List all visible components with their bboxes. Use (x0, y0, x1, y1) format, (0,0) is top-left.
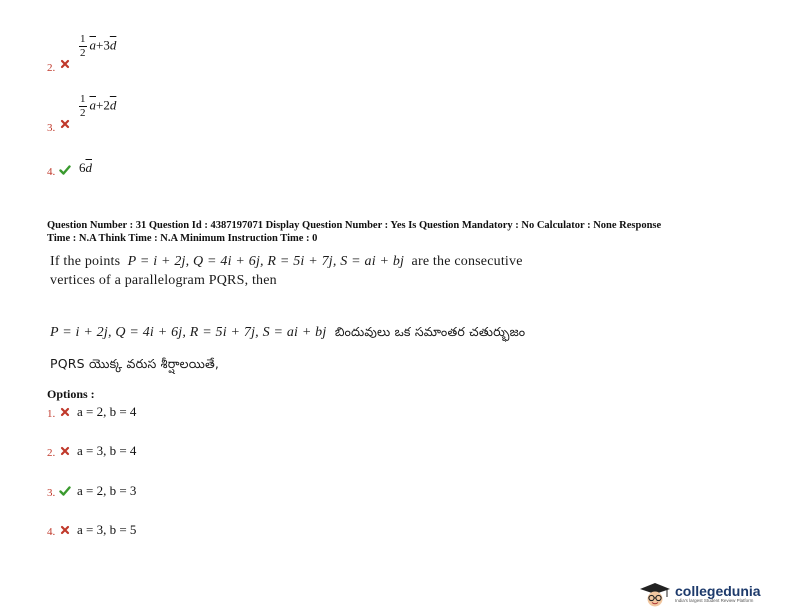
option-number: 2. (47, 447, 56, 459)
cross-icon (59, 406, 71, 418)
prev-option-4-expression: $6\overline{d}$ (79, 160, 92, 175)
option-text: a = 2, b = 3 (77, 483, 137, 498)
option-number: 2. (47, 62, 56, 74)
option-text: a = 2, b = 4 (77, 404, 137, 419)
prev-option-4 (47, 166, 77, 178)
option-number: 3. (47, 487, 56, 499)
question-math-te: P = i + 2j, Q = 4i + 6j, R = 5i + 7j, S = ai + bj (50, 325, 327, 340)
option-text: a = 3, b = 5 (77, 522, 137, 537)
question-meta-line2: Time : N.A Think Time : N.A Minimum Instruction Time : 0 (47, 233, 318, 244)
question-text-te: P = i + 2j, Q = 4i + 6j, R = 5i + 7j, S = ai + bj బిందువులు ఒక సమాంతర చతుర్భుజం (50, 324, 526, 340)
question-text-en-line2: vertices of a parallelogram PQRS, then (50, 273, 277, 288)
option-number: 4. (47, 526, 56, 538)
cross-icon (59, 58, 71, 70)
collegedunia-logo (638, 580, 761, 608)
option-1[interactable] (47, 404, 136, 420)
option-number: 3. (47, 122, 56, 134)
logo-wordmark: collegedunia (675, 583, 761, 599)
option-number: 4. (47, 166, 56, 178)
graduate-mascot-icon (638, 580, 672, 608)
question-text-te-line2: PQRS యొక్క వరుస శీర్షాలయితే, (50, 356, 220, 371)
checkmark-icon (59, 164, 71, 176)
question-text-en: If the points P = i + 2j, Q = 4i + 6j, R = 5i + 7j, S = ai + bj are the consecutive (50, 254, 523, 269)
prev-option-2-expression: $\frac{1}{2}$ $\overline{a}+3\overline{d}$ (80, 33, 117, 59)
cross-icon (59, 524, 71, 536)
prev-option-3 (47, 94, 77, 134)
option-4[interactable] (47, 522, 136, 538)
prev-option-2 (47, 36, 77, 74)
logo-tagline: India's largest Student Review Platform (675, 598, 754, 603)
cross-icon (59, 118, 71, 130)
question-meta-line1: Question Number : 31 Question Id : 4387197071 Display Question Number : Yes Is Question Mandatory : No Calculator : None Response (47, 220, 662, 231)
prev-option-3-expression: $\frac{1}{2}$ $\overline{a}+2\overline{d}$ (80, 93, 117, 119)
option-number: 1. (47, 408, 56, 420)
options-label: Options : (47, 387, 95, 401)
option-text: a = 3, b = 4 (77, 443, 137, 458)
checkmark-icon (59, 485, 71, 497)
cross-icon (59, 445, 71, 457)
option-3[interactable] (47, 483, 136, 499)
option-2[interactable] (47, 443, 136, 459)
question-math-en: P = i + 2j, Q = 4i + 6j, R = 5i + 7j, S = ai + bj (127, 254, 405, 269)
